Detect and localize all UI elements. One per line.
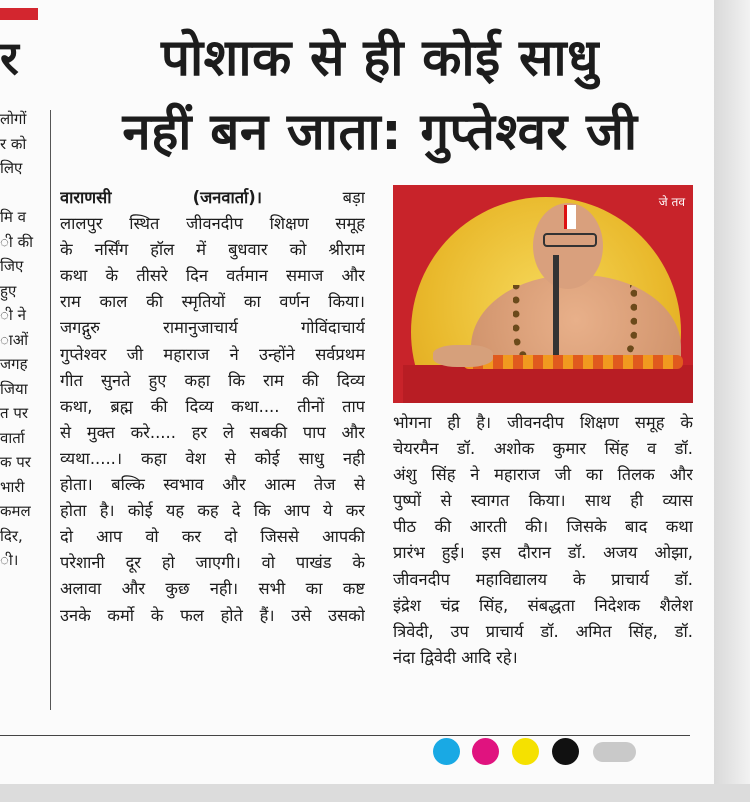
photo-tilak-mark — [564, 205, 576, 229]
headline-line-1: पोशाक से ही कोई साधु — [161, 29, 599, 88]
previous-article-line: क पर — [0, 453, 31, 471]
previous-article-line: जगह — [0, 355, 28, 373]
section-accent-bar — [0, 8, 38, 20]
article-text-line: पुष्पों से स्वागत किया। साथ ही व्यास — [393, 491, 693, 511]
registration-dot-magenta — [472, 738, 499, 765]
article-column-2 — [393, 410, 693, 671]
article-text-line: परेशानी दूर हो जाएगी। वो पाखंड के — [60, 553, 365, 573]
article-dateline: वाराणसी (जनवार्ता)। — [60, 188, 262, 207]
previous-article-line: जिए — [0, 257, 24, 275]
article-text-line: जगद्गुरु रामानुजाचार्य गोविंदाचार्य — [60, 318, 365, 338]
page-edge-shadow — [714, 0, 750, 802]
page-bottom-rule — [0, 735, 690, 736]
photo-flowers — [463, 355, 683, 369]
article-text-run: बड़ा — [262, 188, 365, 207]
previous-article-headline-fragment: र — [0, 31, 19, 85]
photo-background-text: जे तव — [658, 195, 685, 209]
article-text-line: भोगना ही है। जीवनदीप शिक्षण समूह के — [393, 413, 693, 432]
article-text-line: अलावा और कुछ नही। सभी का कष्ट — [60, 579, 365, 599]
previous-article-line: ी। — [0, 551, 19, 569]
article-text-line: पीठ की आरती की। जिसके बाद कथा — [393, 517, 693, 537]
previous-article-column — [0, 107, 48, 573]
article-text-line: व्यथा.....। कहा वेश से कोई साधु नही — [60, 448, 365, 468]
column-divider — [50, 110, 51, 710]
article-text-line: से मुक्त करे..... हर ले सबकी पाप और — [60, 422, 365, 442]
photo-glasses — [543, 233, 597, 247]
previous-article-line: र को — [0, 134, 27, 153]
article-text-line: त्रिवेदी, उप प्राचार्य डॉ. अमित सिंह, डॉ. — [393, 621, 693, 641]
previous-article-line: जिया — [0, 379, 28, 398]
article-text-line: दो आप वो कर दो जिससे आपकी — [60, 527, 365, 547]
article-text-line: राम काल की स्मृतियों का वर्णन किया। — [60, 292, 365, 312]
page-bottom-edge — [0, 784, 750, 802]
article-text-line: होता है। कोई यह कह दे कि आप ये कर — [60, 501, 365, 521]
previous-article-line: ी की — [0, 232, 33, 251]
article-text-line: प्रारंभ हुई। इस दौरान डॉ. अजय ओझा, — [393, 543, 693, 563]
article-photo — [393, 185, 693, 403]
article-text-line: के नर्सिंग हॉल में बुधवार को श्रीराम — [60, 240, 365, 260]
article-text-line: उनके कर्मो के फल होते हैं। उसे उसको — [60, 605, 365, 625]
previous-article-line: लोगों — [0, 110, 27, 128]
registration-mark-gray — [593, 742, 636, 762]
article-text-line: गुप्तेश्वर जी महाराज ने उन्होंने सर्वप्रथम — [60, 344, 365, 364]
article-text-line: होता। बल्कि स्वभाव और आत्म तेज से — [60, 475, 365, 495]
headline-line-2: नहीं बन जाता: गुप्तेश्वर जी — [122, 103, 638, 162]
previous-article-line — [0, 181, 48, 206]
previous-article-line: भारी — [0, 477, 25, 496]
previous-article-line: मि व — [0, 208, 26, 226]
previous-article-line: लिए — [0, 159, 23, 177]
article-text-line: चेयरमैन डॉ. अशोक कुमार सिंह व डॉ. — [393, 439, 693, 459]
previous-article-line: ाओं — [0, 330, 29, 349]
article-text-line: गीत सुनते हुए कहा कि राम की दिव्य — [60, 370, 365, 390]
registration-dot-yellow — [512, 738, 539, 765]
previous-article-line: कमल — [0, 502, 31, 520]
article-text-line: लालपुर स्थित जीवनदीप शिक्षण समूह — [60, 214, 365, 234]
article-text-line: जीवनदीप महाविद्यालय के प्राचार्य डॉ. — [393, 569, 693, 589]
article-headline — [60, 22, 700, 170]
registration-dot-black — [552, 738, 579, 765]
article-text-line: कथा, ब्रह्म की दिव्य कथा.... तीनों ताप — [60, 396, 365, 416]
previous-article-line: त पर — [0, 404, 28, 422]
article-text-line: अंशु सिंह ने महाराज जी का तिलक और — [393, 465, 693, 485]
previous-article-line: ी ने — [0, 306, 26, 324]
previous-article-line: हुए — [0, 281, 17, 300]
previous-article-line: वार्ता — [0, 428, 25, 447]
article-text-line: कथा के तीसरे दिन वर्तमान समाज और — [60, 266, 365, 286]
registration-dot-cyan — [433, 738, 460, 765]
article-text-line: इंद्रेश चंद्र सिंह, संबद्धता निदेशक शैलेश — [393, 595, 693, 615]
article-text-line — [60, 185, 365, 211]
photo-desk — [403, 365, 693, 403]
previous-article-line: दिर, — [0, 526, 23, 545]
article-text-line: नंदा द्विवेदी आदि रहे। — [393, 647, 518, 667]
article-column-1 — [60, 185, 365, 629]
photo-hand — [433, 345, 493, 367]
